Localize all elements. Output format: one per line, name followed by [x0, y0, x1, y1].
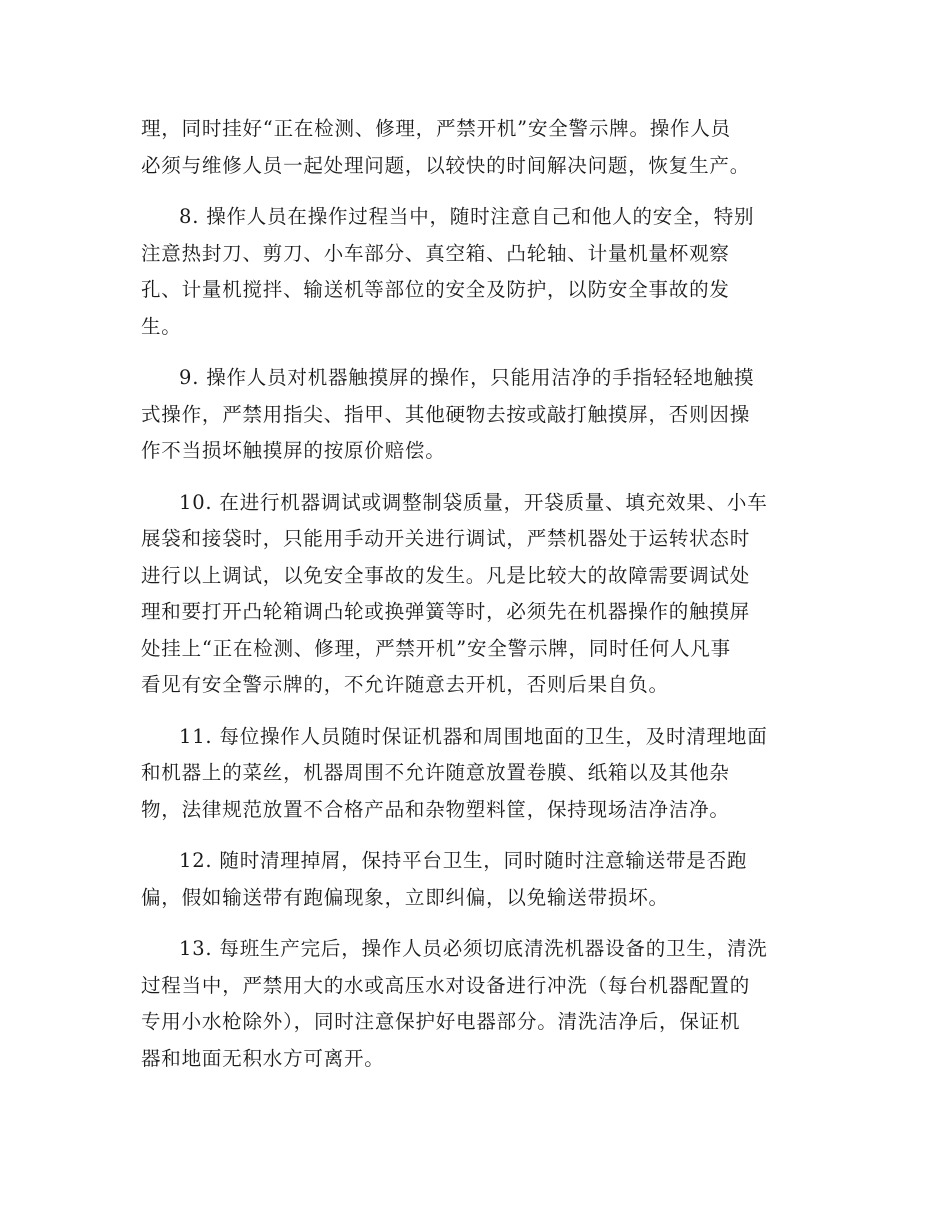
text-line: 12. 随时清理掉屑，保持平台卫生，同时随时注意输送带是否跑	[179, 849, 748, 872]
text-line: 作不当损坏触摸屏的按原价赔偿。	[141, 439, 446, 462]
paragraph-4	[141, 485, 809, 704]
paragraph-1	[141, 111, 809, 184]
text-line: 过程当中，严禁用大的水或高压水对设备进行冲洗（每台机器配置的	[141, 973, 751, 997]
text-line: 和机器上的菜丝，机器周围不允许随意放置卷膜、纸箱以及其他杂	[141, 761, 730, 784]
text-line: 器和地面无积水方可离开。	[141, 1046, 385, 1070]
text-line: 进行以上调试，以免安全事故的发生。凡是比较大的故障需要调试处	[141, 563, 751, 587]
text-line: 理和要打开凸轮箱调凸轮或换弹簧等时，必须先在机器操作的触摸屏	[141, 600, 751, 623]
paragraph-spacer	[141, 828, 809, 843]
text-line: 必须与维修人员一起处理问题，以较快的时间解决问题，恢复生产。	[141, 153, 751, 177]
text-line: 8. 操作人员在操作过程当中，随时注意自己和他人的安全，特别	[179, 205, 755, 228]
paragraph-spacer	[141, 470, 809, 485]
text-line: 展袋和接袋时，只能用手动开关进行调试，严禁机器处于运转状态时	[141, 527, 751, 550]
text-line: 偏，假如输送带有跑偏现象，立即纠偏，以免输送带损坏。	[141, 885, 669, 909]
text-line: 物，法律规范放置不合格产品和杂物塑料筐，保持现场洁净洁净。	[141, 797, 730, 821]
paragraph-5	[141, 719, 809, 829]
paragraph-spacer	[141, 704, 809, 719]
text-line: 专用小水枪除外），同时注意保护好电器部分。清洗洁净后，保证机	[141, 1010, 741, 1033]
paragraph-7	[141, 931, 809, 1077]
paragraph-spacer	[141, 184, 809, 199]
text-line: 式操作，严禁用指尖、指甲、其他硬物去按或敲打触摸屏，否则因操	[141, 402, 751, 426]
text-line: 10. 在进行机器调试或调整制袋质量，开袋质量、填充效果、小车	[179, 490, 768, 514]
paragraph-spacer	[141, 916, 809, 931]
document-body	[141, 111, 809, 1077]
text-line: 看见有安全警示牌的，不允许随意去开机，否则后果自负。	[141, 673, 669, 696]
text-line: 9. 操作人员对机器触摸屏的操作，只能用洁净的手指轻轻地触摸	[179, 366, 755, 389]
text-line: 孔、计量机搅拌、输送机等部位的安全及防护，以防安全事故的发	[141, 278, 730, 301]
text-line: 理，同时挂好“正在检测、修理，严禁开机”安全警示牌。操作人员	[141, 117, 731, 140]
text-line: 生。	[141, 314, 182, 338]
paragraph-spacer	[141, 345, 809, 360]
text-line: 13. 每班生产完后，操作人员必须切底清洗机器设备的卫生，清洗	[179, 937, 768, 960]
paragraph-2	[141, 199, 809, 345]
paragraph-3	[141, 360, 809, 470]
text-line: 注意热封刀、剪刀、小车部分、真空箱、凸轮轴、计量机量杯观察	[141, 241, 730, 265]
text-line: 11. 每位操作人员随时保证机器和周围地面的卫生，及时清理地面	[179, 724, 768, 748]
text-line: 处挂上“正在检测、修理，严禁开机”安全警示牌，同时任何人凡事	[141, 636, 731, 660]
paragraph-6	[141, 843, 809, 916]
